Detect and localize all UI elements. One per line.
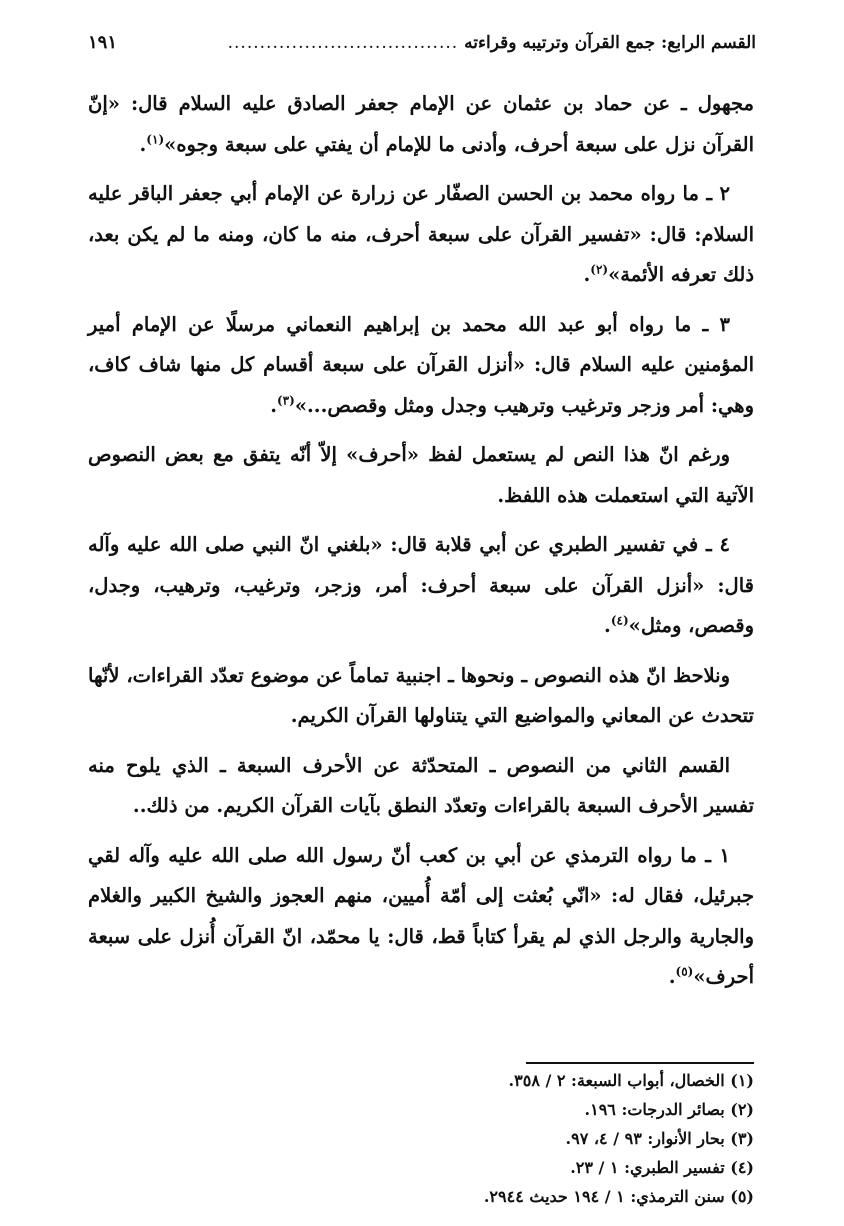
paragraph-end: .: [668, 965, 676, 988]
footnote: (١) الخصال، أبواب السبعة: ٢ / ٣٥٨.: [508, 1071, 754, 1090]
footnote: (٤) تفسير الطبري: ١ / ٢٣.: [570, 1158, 754, 1177]
paragraph-text: ١ ـ ما رواه الترمذي عن أبي بن كعب أنّ رسول الله صلى الله عليه وآله لقي جبرئيل، فقال له: «انّي بُعثت إلى أمّة أُميين، منهم العجوز والشيخ الكبير والغلام والجارية والرجل الذي لم يقرأ كتاباً قط، قال: يا محمّد، انّ القرآن أُنزل على سبعة أحرف»: [88, 843, 754, 988]
footnote-ref: (٥): [675, 964, 694, 979]
footnote-ref: (٣): [276, 393, 295, 407]
footnote-ref: (٤): [610, 613, 629, 628]
paragraph-end: .: [583, 263, 591, 286]
footnote-ref: (١): [146, 132, 165, 146]
paragraph-text: ٣ ـ ما رواه أبو عبد الله محمد بن إبراهيم النعماني مرسلًا عن الإمام أمير المؤمنين عليه السلام قال: «أنزل القرآن على سبعة أقسام كل منها شاف كاف، وهي: أمر وزجر وترغيب وترهيب وجدل ومثل وقصص...»: [88, 312, 754, 417]
footnote-separator: [526, 1062, 754, 1064]
paragraph-text: ٢ ـ ما رواه محمد بن الحسن الصفّار عن زرارة عن الإمام أبي جعفر الباقر عليه السلام: قال: «تفسير القرآن على سبعة أحرف، منه ما كان، ومنه ما لم يكن بعد، ذلك تعرفه الأئمة»: [88, 182, 754, 286]
dot-leader: ....................................: [227, 33, 459, 53]
paragraph-text: ونلاحظ انّ هذه النصوص ـ ونحوها ـ اجنبية تماماً عن موضوع تعدّد القراءات، لأنّها تتحدث عن المعاني والمواضيع التي يتناولها القرآن الكريم.: [88, 663, 754, 727]
paragraph-text: ٤ ـ في تفسير الطبري عن أبي قلابة قال: «بلغني انّ النبي صلى الله عليه وآله قال: «أنزل القرآن على سبعة أحرف: أمر، وزجر، وترغيب، وترهيب، وجدل، وقصص، ومثل»: [88, 533, 754, 637]
paragraph: [88, 305, 754, 427]
paragraph-text: القسم الثاني من النصوص ـ المتحدّثة عن الأحرف السبعة ـ الذي يلوح منه تفسير الأحرف السبعة بالقراءات وتعدّد النطق بآيات القرآن الكريم. من ذلك..: [88, 753, 754, 817]
page-header: [88, 32, 756, 53]
paragraph: [88, 84, 754, 165]
page-number: ١٩١: [88, 32, 118, 53]
paragraph: [88, 525, 754, 647]
paragraph-end: .: [604, 614, 611, 637]
paragraph: [88, 435, 754, 516]
paragraph: [88, 656, 754, 737]
footnote: (٣) بحار الأنوار: ٩٣ / ٤، ٩٧.: [565, 1129, 754, 1148]
footnote-ref: (٢): [590, 262, 609, 277]
main-text: [88, 84, 754, 1007]
paragraph: [88, 746, 754, 827]
paragraph: [88, 836, 754, 998]
running-title: القسم الرابع: جمع القرآن وترتيبه وقراءته: [464, 33, 756, 53]
footnotes: [88, 1066, 754, 1211]
paragraph-text: مجهول ـ عن حماد بن عثمان عن الإمام جعفر الصادق عليه السلام قال: «إنّ القرآن نزل على سبعة أحرف، وأدنى ما للإمام أن يفتي على سبعة وجوه»: [88, 92, 754, 156]
paragraph-end: .: [139, 132, 147, 156]
paragraph-text: ورغم انّ هذا النص لم يستعمل لفظ «أحرف» إلاّ أنّه يتفق مع بعض النصوص الآتية التي استعملت هذه اللفظ.: [88, 443, 754, 507]
footnote: (٥) سنن الترمذي: ١ / ١٩٤ حديث ٢٩٤٤.: [483, 1187, 754, 1206]
footnote: (٢) بصائر الدرجات: ١٩٦.: [584, 1100, 754, 1119]
paragraph: [88, 174, 754, 296]
paragraph-end: .: [270, 393, 277, 417]
